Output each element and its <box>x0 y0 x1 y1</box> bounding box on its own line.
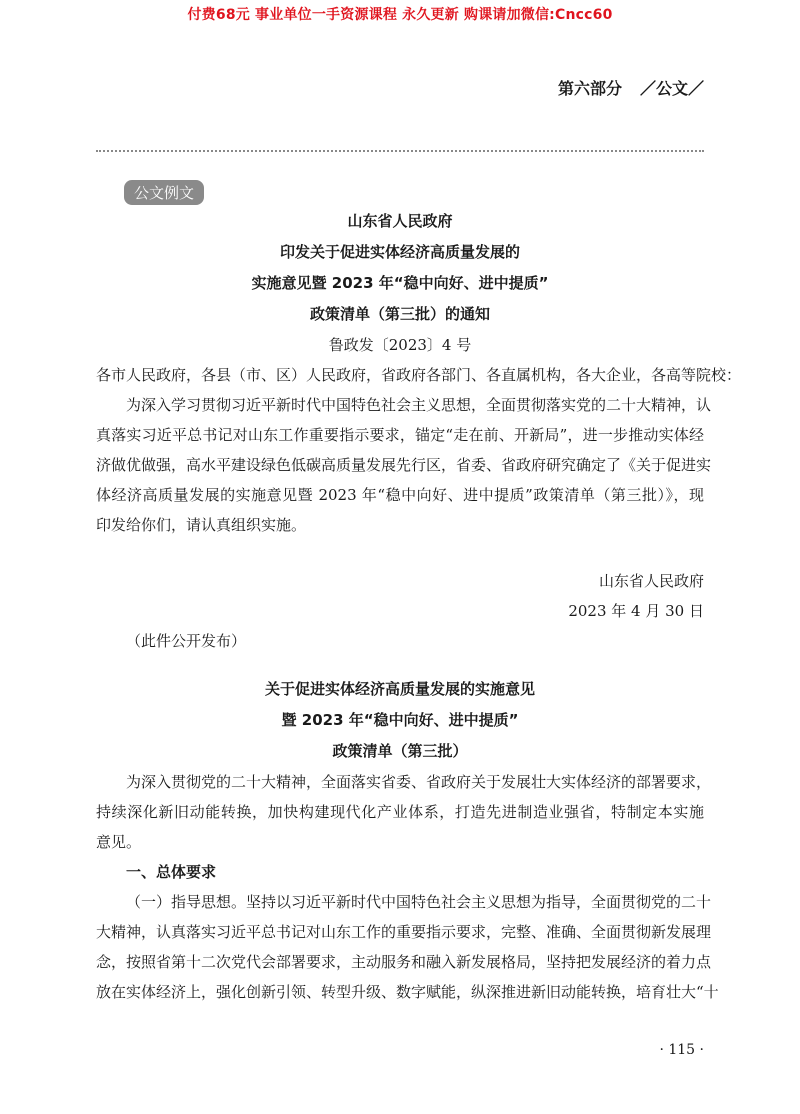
paragraph-line: 真落实习近平总书记对山东工作重要指示要求，锚定“走在前、开新局”，进一步推动实体经 <box>96 426 704 444</box>
paragraph-line: 印发给你们，请认真组织实施。 <box>96 516 307 534</box>
notice-title <box>96 206 704 330</box>
category-label: ／公文／ <box>639 79 704 98</box>
signature: 山东省人民政府 <box>598 572 704 590</box>
document-number: 鲁政发〔2023〕4 号 <box>328 336 472 354</box>
paragraph-line: 意见。 <box>96 833 142 851</box>
notice-title-line: 印发关于促进实体经济高质量发展的 <box>279 243 520 261</box>
opinion-title <box>96 674 704 767</box>
notice-title-line: 实施意见暨 2023 年“稳中向好、进中提质” <box>251 274 549 292</box>
opinion-intro <box>96 767 712 857</box>
paragraph-line: 济做优做强，高水平建设绿色低碳高质量发展先行区，省委、省政府研究确定了《关于促进实 <box>96 456 712 474</box>
paragraph-line: 大精神，认真落实习近平总书记对山东工作的重要指示要求，完整、准确、全面贯彻新发展理 <box>96 923 712 941</box>
opinion-title-line: 暨 2023 年“稳中向好、进中提质” <box>281 711 519 729</box>
paragraph-line: 持续深化新旧动能转换，加快构建现代化产业体系，打造先进制造业强省，特制定本实施 <box>96 803 704 821</box>
paragraph-line: 为深入贯彻党的二十大精神，全面落实省委、省政府关于发展壮大实体经济的部署要求， <box>126 773 712 791</box>
notice-title-line: 政策清单（第三批）的通知 <box>309 305 490 323</box>
notice-title-line: 山东省人民政府 <box>347 212 453 230</box>
paragraph-line: 念，按照省第十二次党代会部署要求，主动服务和融入新发展格局，坚持把发展经济的着力点 <box>96 953 712 971</box>
paragraph-line: 为深入学习贯彻习近平新时代中国特色社会主义思想，全面贯彻落实党的二十大精神，认 <box>126 396 712 414</box>
opinion-title-line: 政策清单（第三批） <box>332 742 468 760</box>
section-tag: 公文例文 <box>124 180 204 205</box>
recipients: 各市人民政府，各县（市、区）人民政府，省政府各部门、各直属机构，各大企业，各高等院校： <box>96 366 742 384</box>
dotted-divider <box>96 150 704 152</box>
document-body <box>96 206 742 1007</box>
publication-note: （此件公开发布） <box>126 632 247 650</box>
running-header <box>558 76 704 99</box>
page-number: · 115 · <box>659 1042 704 1058</box>
notice-paragraph <box>96 390 712 540</box>
paragraph-line: （一）指导思想。坚持以习近平新时代中国特色社会主义思想为指导，全面贯彻党的二十 <box>126 893 712 911</box>
opinion-title-line: 关于促进实体经济高质量发展的实施意见 <box>264 680 535 698</box>
issue-date: 2023 年 4 月 30 日 <box>568 602 704 620</box>
section-paragraph <box>96 887 719 1007</box>
paragraph-line: 放在实体经济上，强化创新引领、转型升级、数字赋能，纵深推进新旧动能转换，培育壮大“十 <box>96 983 719 1001</box>
part-label: 第六部分 <box>557 79 622 98</box>
promo-banner: 付费68元 事业单位一手资源课程 永久更新 购课请加微信:Cncc60 <box>187 7 613 23</box>
paragraph-line: 体经济高质量发展的实施意见暨 2023 年“稳中向好、进中提质”政策清单（第三批）》，现 <box>96 486 704 504</box>
section-heading: 一、总体要求 <box>126 863 217 881</box>
